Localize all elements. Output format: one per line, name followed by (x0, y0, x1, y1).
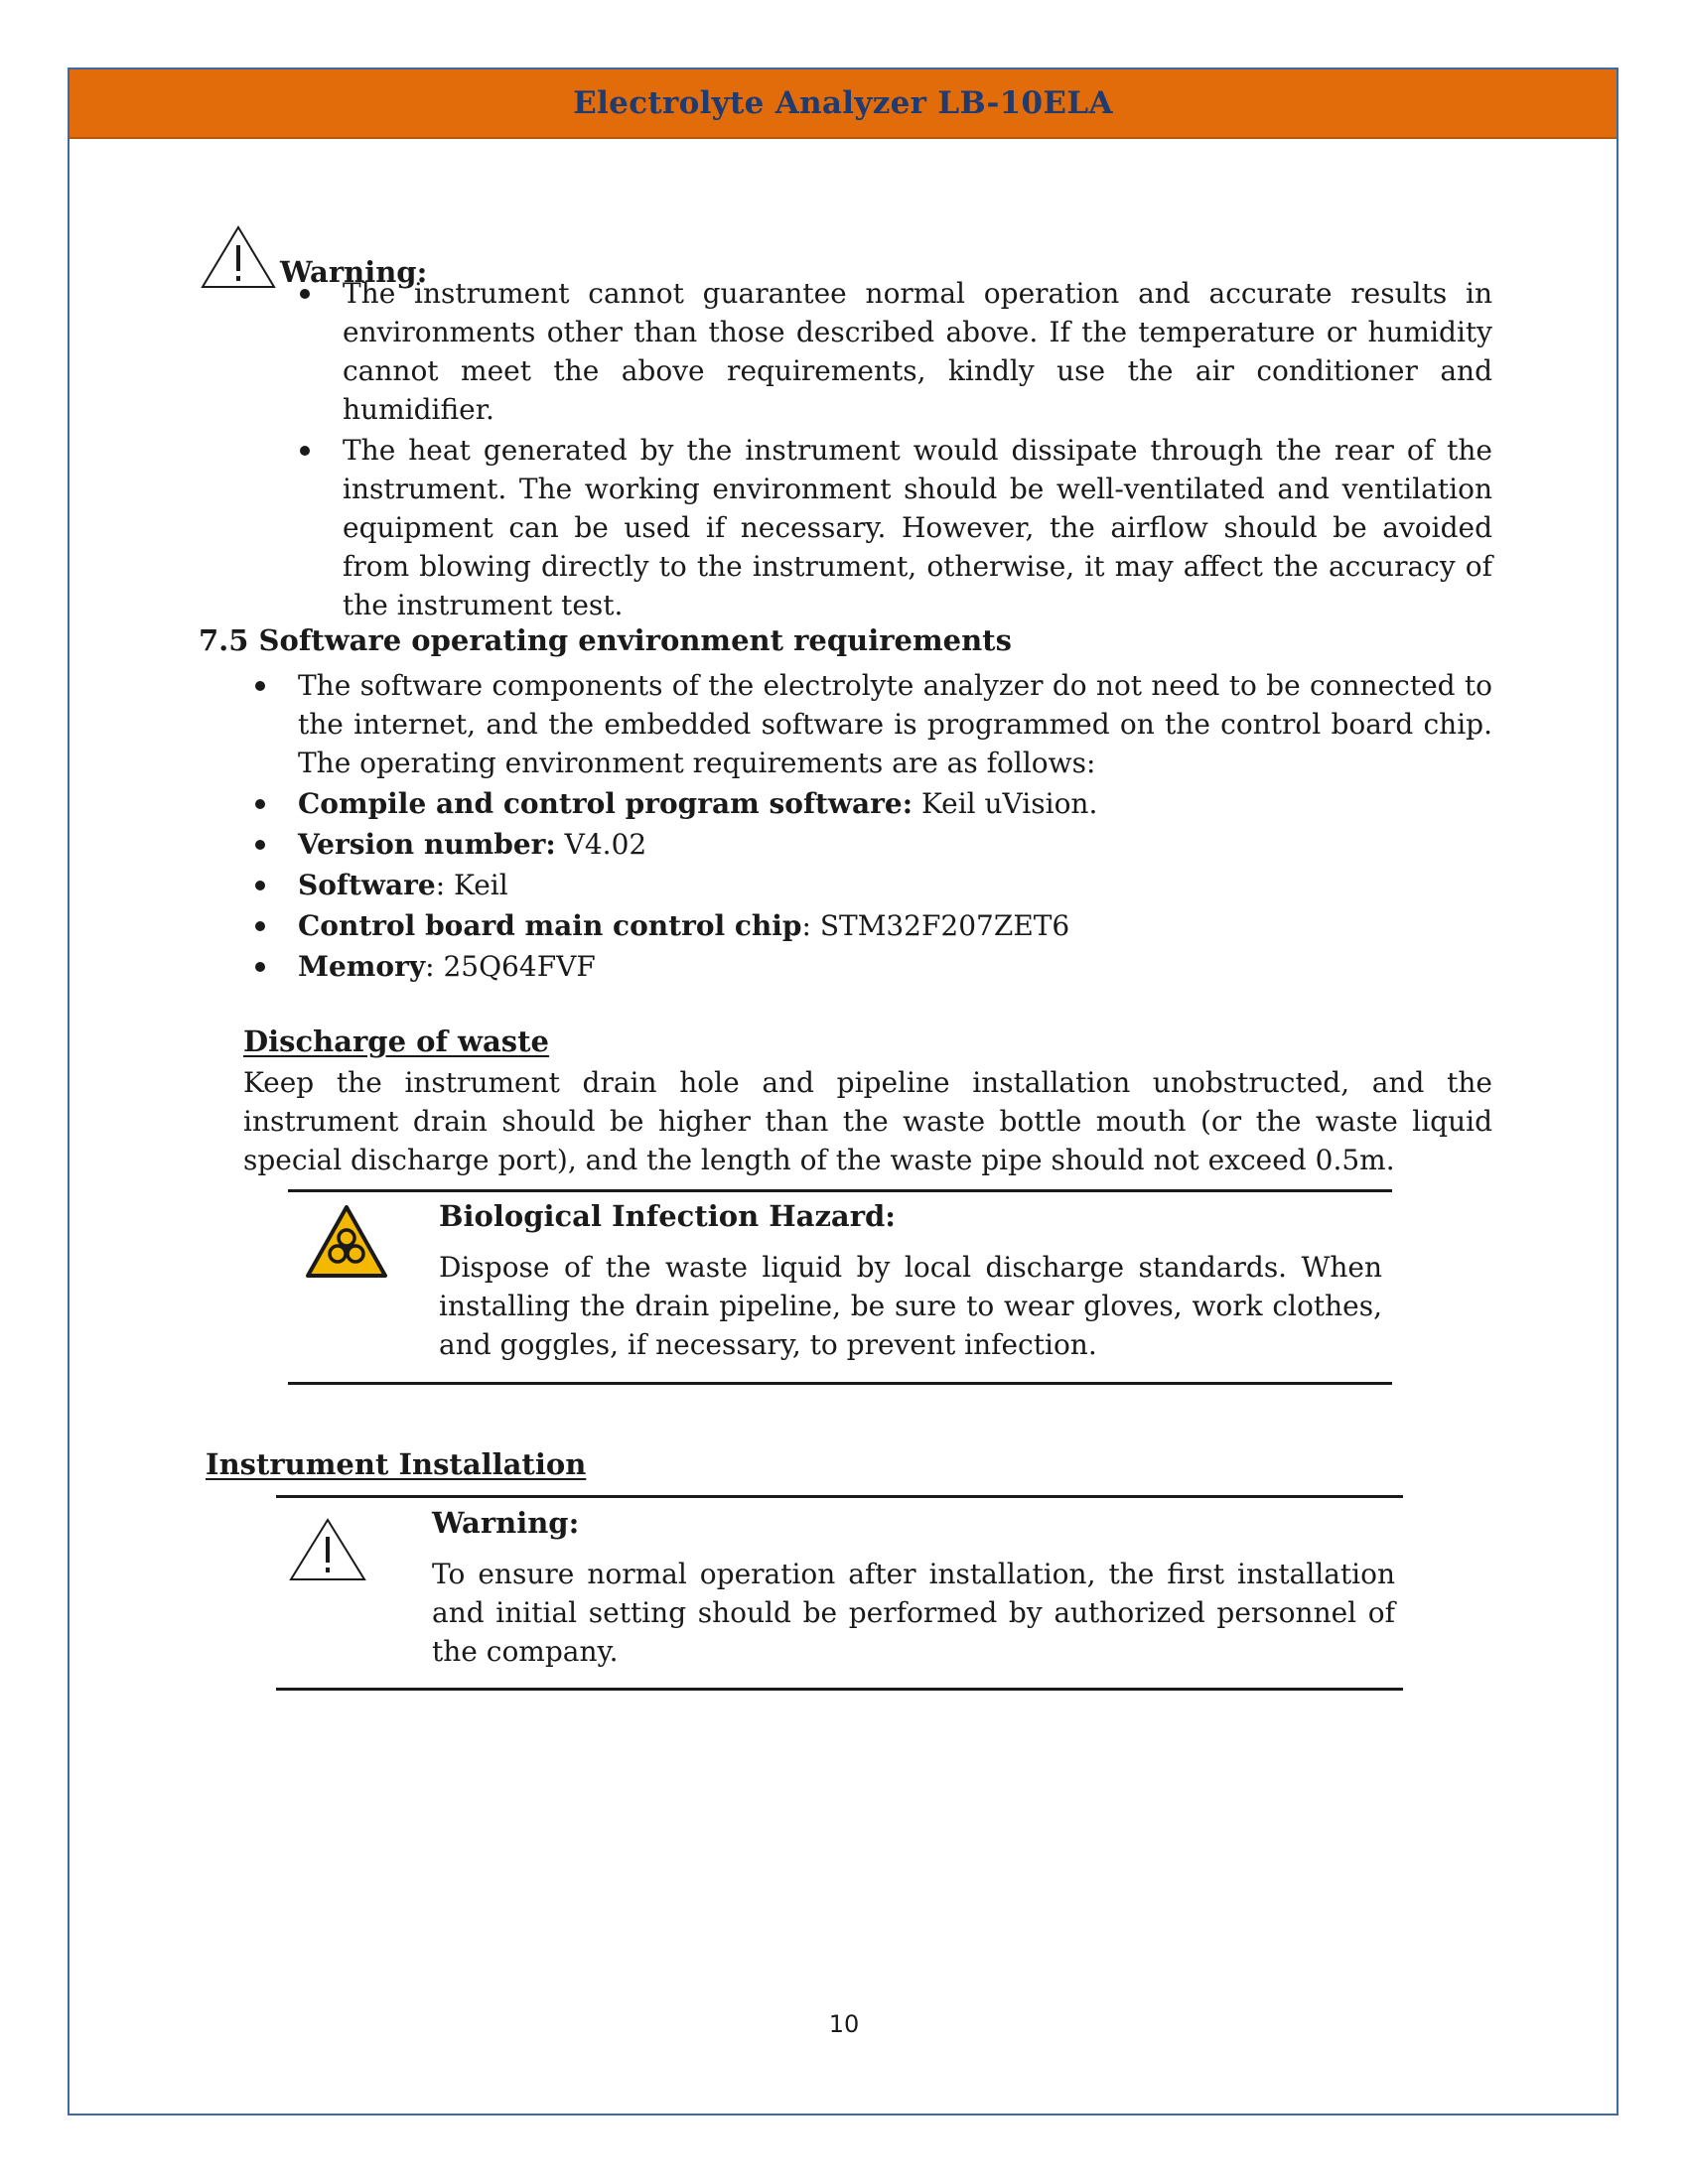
warning-label: Warning: (280, 255, 428, 289)
bullet-icon (255, 962, 265, 972)
list-item: The heat generated by the instrument would dissipate through the rear of the instrument. The working environment should be well-ventilated and ventilation equipment can be used if necessary. However, the airflow should be avoided from blowing directly to the instrument, otherwise, it may affect the accuracy of the instrument test. (343, 431, 1492, 624)
list-item: Control board main control chip: STM32F207ZET6 (298, 906, 1492, 945)
list-item: Software: Keil (298, 866, 1492, 904)
software-requirements-list (298, 666, 1492, 988)
installation-warning-text: To ensure normal operation after installation, the first installation and initial setting should be performed by authorized personnel of the company. (432, 1558, 1395, 1668)
bullet-icon (300, 289, 310, 299)
biohazard-icon (305, 1204, 388, 1280)
warning-triangle-icon (199, 223, 278, 293)
list-item: Compile and control program software: Keil uVision. (298, 784, 1492, 823)
list-item: Memory: 25Q64FVF (298, 947, 1492, 986)
installation-heading: Instrument Installation (206, 1447, 587, 1481)
list-item: Version number: V4.02 (298, 825, 1492, 864)
biohazard-title: Biological Infection Hazard: (439, 1199, 896, 1233)
bullet-icon (255, 881, 265, 890)
callout-top-rule (276, 1495, 1403, 1498)
list-item: The software components of the electrolyte analyzer do not need to be connected to the internet, and the embedded software is programmed on the control board chip. The operating environment requirements are as follows: (298, 666, 1492, 782)
page-number: 10 (828, 2010, 860, 2038)
callout-bottom-rule (288, 1382, 1392, 1385)
header-bar (70, 69, 1617, 139)
callout-top-rule (288, 1189, 1392, 1192)
biohazard-text: Dispose of the waste liquid by local discharge standards. When installing the drain pipeline, be sure to wear gloves, work clothes, and goggles, if necessary, to prevent infection. (439, 1251, 1382, 1361)
section-title: 7.5 Software operating environment requirements (199, 623, 1012, 657)
warning-list (343, 274, 1492, 626)
bullet-icon (300, 446, 310, 456)
installation-warning-title: Warning: (432, 1506, 580, 1540)
bullet-icon (255, 840, 265, 850)
callout-bottom-rule (276, 1688, 1403, 1691)
discharge-paragraph: Keep the instrument drain hole and pipeline installation unobstructed, and the instrument drain should be higher than the waste bottle mouth (or the waste liquid special discharge port), and the length of the waste pipe should not exceed 0.5m. (243, 1066, 1492, 1176)
list-item: The instrument cannot guarantee normal operation and accurate results in environments other than those described above. If the temperature or humidity cannot meet the above requirements, kindly use the air conditioner and humidifier. (343, 274, 1492, 429)
bullet-icon (255, 921, 265, 931)
warning-triangle-icon (288, 1517, 367, 1584)
discharge-heading: Discharge of waste (243, 1024, 549, 1058)
document-title: Electrolyte Analyzer LB-10ELA (573, 85, 1113, 121)
bullet-icon (255, 799, 265, 809)
bullet-icon (255, 681, 265, 691)
